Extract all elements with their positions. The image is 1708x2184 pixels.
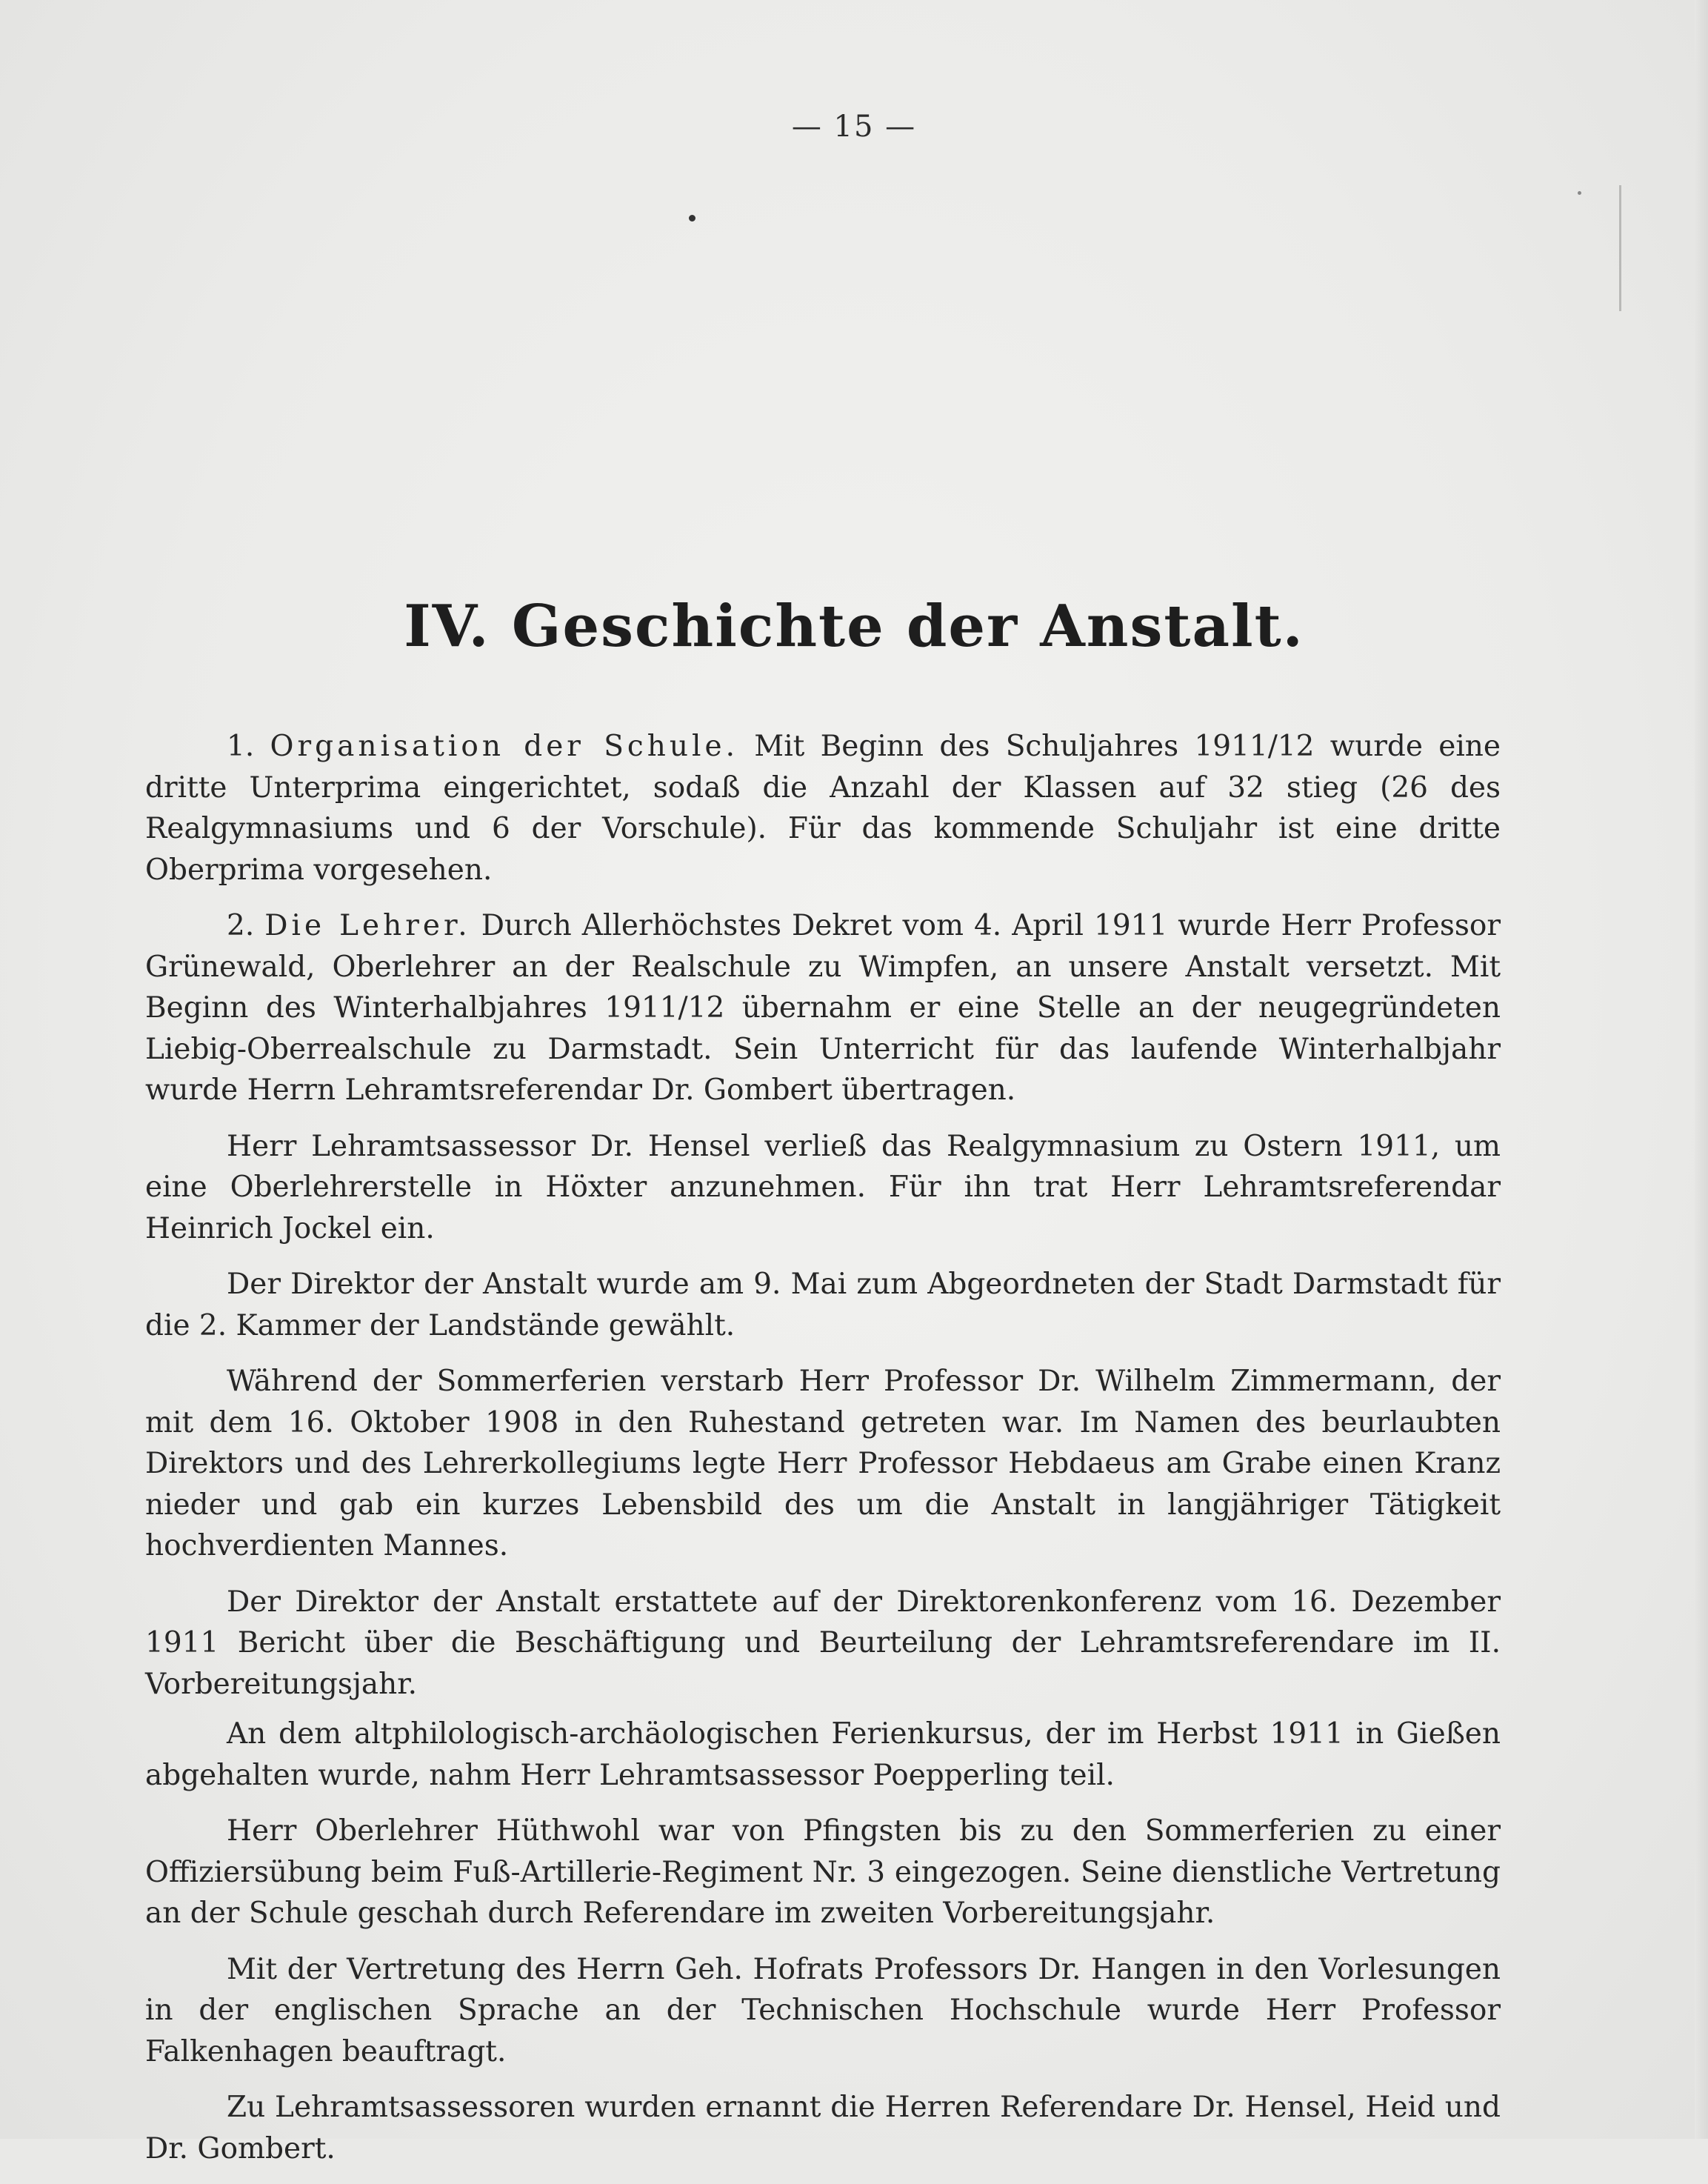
paragraph-vertretung: Mit der Vertretung des Herrn Geh. Hofrats Professors Dr. Hangen in den Vorlesungen in der englischen Sprache an der Technischen Hochschule wurde Herr Professor Falkenhagen beauftragt. <box>145 1952 1501 2068</box>
chapter-title: IV. Geschichte der Anstalt. <box>404 593 1304 660</box>
ink-speck <box>689 215 695 222</box>
paragraph-direktorenkonferenz: Der Direktor der Anstalt erstattete auf der Direktorenkonferenz vom 16. Dezember 1911 Bericht über die Beschäftigung und Beurteilung der Lehramtsreferendare im II. Vorbereitungsjahr. <box>145 1585 1501 1701</box>
paragraph-lehrer <box>145 905 1501 1111</box>
page-binding-mark <box>1619 185 1621 311</box>
page-edge-shadow <box>1695 0 1708 2139</box>
paragraph-assessoren: Zu Lehramtsassessoren wurden ernannt die Herren Referendare Dr. Hensel, Heid und Dr. Gombert. <box>145 2091 1501 2165</box>
paragraph-hensel: Herr Lehramtsassessor Dr. Hensel verließ das Realgymnasium zu Ostern 1911, um eine Oberlehrerstelle in Höxter anzunehmen. Für ihn trat Herr Lehramtsreferendar Heinrich Jockel ein. <box>145 1129 1501 1245</box>
paragraph-organisation <box>145 726 1501 890</box>
section-heading: Organisation der Schule. <box>270 730 738 763</box>
page-number: — 15 — <box>791 110 917 144</box>
section-heading: Die Lehrer. <box>264 909 471 942</box>
paragraph-zimmermann: Während der Sommerferien verstarb Herr Professor Dr. Wilhelm Zimmermann, der mit dem 16. Oktober 1908 in den Ruhestand getreten war. Im Namen des beurlaubten Direktors und des Lehrerkollegiums legte Herr Professor Hebdaeus am Grabe einen Kranz nieder und gab ein kurzes Lebensbild des um die Anstalt in langjähriger Tätigkeit hochverdienten Mannes. <box>145 1365 1501 1562</box>
body-text <box>145 726 1501 2184</box>
paragraph-number: 1. <box>227 730 255 763</box>
paragraph-direktor-wahl: Der Direktor der Anstalt wurde am 9. Mai zum Abgeordneten der Stadt Darmstadt für die 2. Kammer der Landstände gewählt. <box>145 1268 1501 1342</box>
paragraph-ferienkursus: An dem altphilologisch-archäologischen Ferienkursus, der im Herbst 1911 in Gießen abgehalten wurde, nahm Herr Lehramtsassessor Poepperling teil. <box>145 1717 1501 1792</box>
ink-speck <box>1578 191 1581 195</box>
paragraph-text: Durch Allerhöchstes Dekret vom 4. April 1911 wurde Herr Professor Grünewald, Oberlehrer an der Realschule zu Wimpfen, an unsere Anstalt versetzt. Mit Beginn des Winterhalbjahres 1911/12 übernahm er eine Stelle an der neugegründeten Liebig-Oberrealschule zu Darmstadt. Sein Unterricht für das laufende Winterhalbjahr wurde Herrn Lehramtsreferendar Dr. Gombert übertragen. <box>145 909 1501 1107</box>
paragraph-huethwohl: Herr Oberlehrer Hüthwohl war von Pfingsten bis zu den Sommerferien zu einer Offiziersübung beim Fuß-Artillerie-Regiment Nr. 3 eingezogen. Seine dienstliche Vertretung an der Schule geschah durch Referendare im zweiten Vorbereitungsjahr. <box>145 1814 1501 1930</box>
paragraph-text: Mit Beginn des Schuljahres 1911/12 wurde eine dritte Unterprima eingerichtet, sodaß die Anzahl der Klassen auf 32 stieg (26 des Realgymnasiums und 6 der Vorschule). Für das kommende Schuljahr ist eine dritte Oberprima vorgesehen. <box>145 730 1501 887</box>
paragraph-number: 2. <box>227 909 255 942</box>
